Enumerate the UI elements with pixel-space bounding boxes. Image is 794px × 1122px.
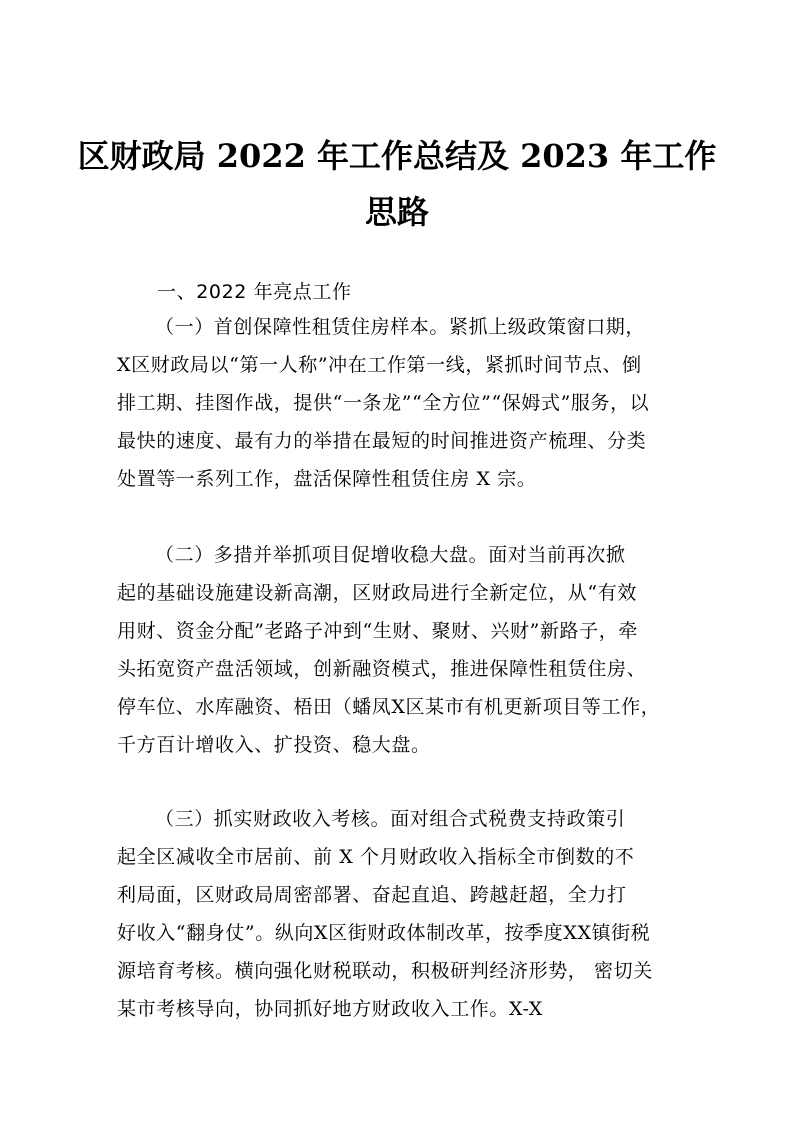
document-title: [0, 128, 794, 240]
paragraph-2: [117, 536, 697, 764]
title-line-1: 区财政局 2022 年工作总结及 2023 年工作: [77, 137, 717, 175]
paragraph-1-line-3: 排工期、挂图作战，提供“一条龙”“全方位”“保姆式”服务，以: [117, 392, 650, 414]
paragraph-3-line-1: （三）抓实财政收入考核。面对组合式税费支持政策引: [155, 808, 626, 830]
paragraph-1-line-5: 处置等一系列工作，盘活保障性租赁住房 X 宗。: [117, 468, 537, 490]
paragraph-3-line-3: 利局面，区财政局周密部署、奋起直追、跨越赶超，全力打: [117, 884, 627, 906]
paragraph-2-line-4: 头拓宽资产盘活领域，创新融资模式，推进保障性租赁住房、: [117, 658, 647, 680]
paragraph-2-line-1: （二）多措并举抓项目促增收稳大盘。面对当前再次掀: [155, 544, 626, 566]
paragraph-1-line-2: X区财政局以“第一人称”冲在工作第一线，紧抓时间节点、倒: [117, 354, 642, 376]
paragraph-3-line-4: 好收入“翻身仗”。纵向X区街财政体制改革，按季度XX镇街税: [117, 922, 651, 944]
paragraph-spacer: [117, 764, 697, 800]
section-heading: 一、2022 年亮点工作: [157, 281, 352, 303]
paragraph-3: [117, 800, 697, 1028]
paragraph-spacer: [117, 498, 697, 536]
paragraph-3-line-5: 源培育考核。横向强化财税联动，积极研判经济形势， 密切关: [117, 960, 653, 982]
document-body: [117, 276, 697, 1028]
paragraph-3-line-2: 起全区减收全市居前、前 X 个月财政收入指标全市倒数的不: [117, 846, 635, 868]
paragraph-3-line-6: 某市考核导向，协同抓好地方财政收入工作。X-X: [117, 998, 543, 1020]
paragraph-1-line-1: （一）首创保障性租赁住房样本。紧抓上级政策窗口期，: [155, 316, 646, 338]
paragraph-1: [117, 308, 697, 498]
paragraph-1-line-4: 最快的速度、最有力的举措在最短的时间推进资产梳理、分类: [117, 430, 647, 452]
paragraph-2-line-3: 用财、资金分配”老路子冲到“生财、聚财、兴财”新路子，牵: [117, 620, 638, 642]
paragraph-2-line-2: 起的基础设施建设新高潮，区财政局进行全新定位，从“有效: [117, 582, 637, 604]
title-line-2: 思路: [364, 193, 429, 231]
paragraph-2-line-6: 千方百计增收入、扩投资、稳大盘。: [117, 734, 431, 756]
paragraph-2-line-5: 停车位、水库融资、梧田（蟠凤X区某市有机更新项目等工作，: [117, 696, 661, 718]
